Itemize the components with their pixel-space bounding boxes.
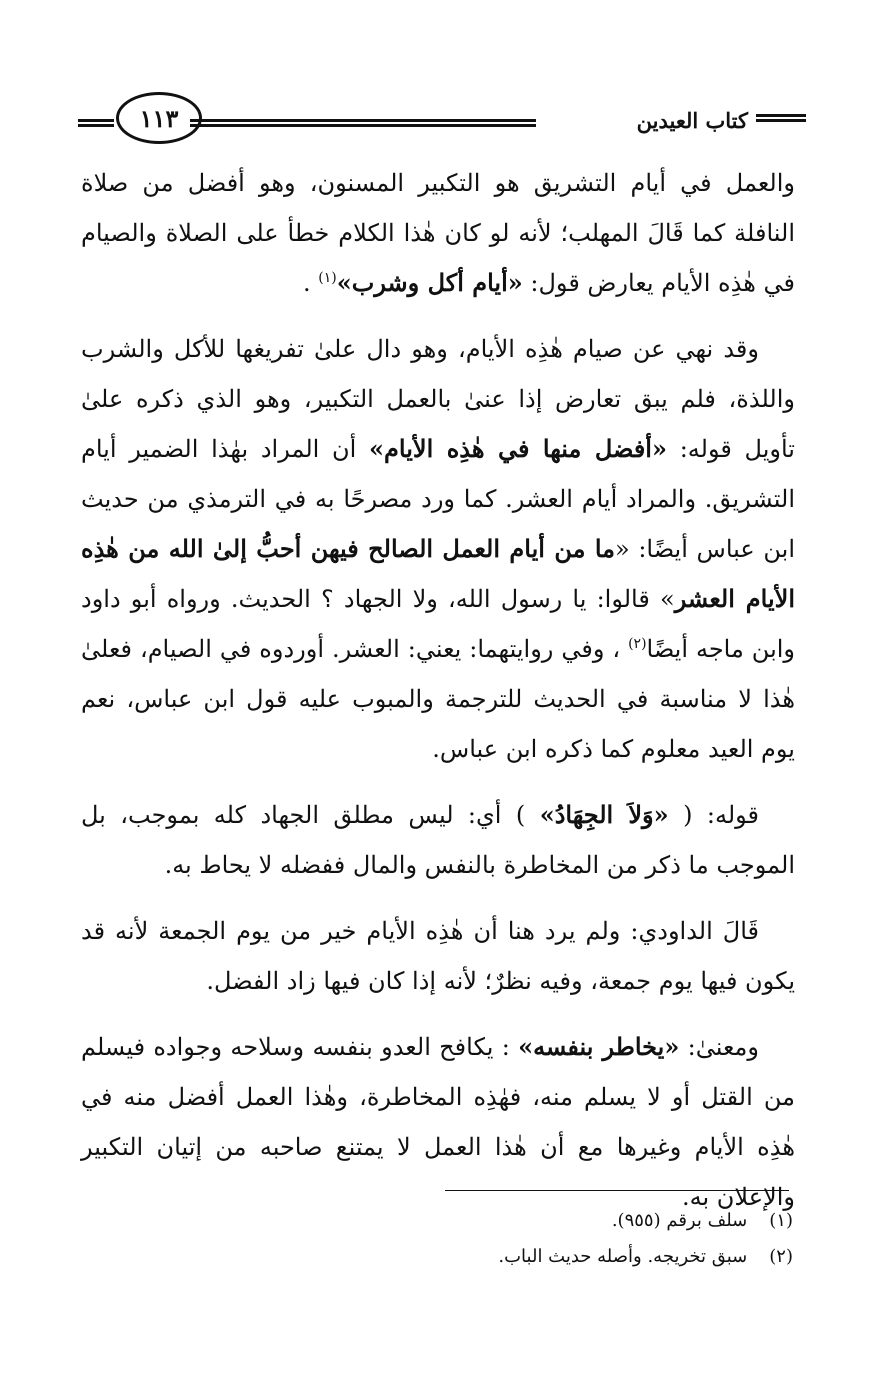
text-run: ) أي: ليس مطلق الجهاد كله بموجب، بل الموجب ما ذكر من المخاطرة بالنفس والمال ففضله لا يحاط به. — [81, 801, 795, 879]
body-text — [81, 158, 795, 1222]
footnote-text: سبق تخريجه. وأصله حديث الباب. — [498, 1246, 748, 1267]
footnote-text: سلف برقم (٩٥٥). — [611, 1210, 748, 1231]
text-run: وقد نهي عن صيام هٰذِه الأيام، وهو دال علىٰ تفريغها للأكل والشرب واللذة، فلم يبق تعارض إذا عنىٰ بالعمل التكبير، وهو الذي ذكره علىٰ تأويل قوله: — [81, 335, 795, 463]
text-run: قوله: ( — [668, 801, 760, 829]
header-rule-left — [78, 119, 114, 127]
bold-quote: «يخاطر بنفسه» — [518, 1032, 680, 1061]
bold-quote: ما من أيام العمل الصالح فيهن أحبُّ إلىٰ الله من هٰذِه الأيام العشر — [81, 534, 795, 613]
paragraph — [81, 906, 795, 1006]
text-run: أن المراد بهٰذا الضمير أيام التشريق. والمراد أيام العشر. كما ورد مصرحًا به في الترمذي من حديث ابن عباس أيضًا: « — [81, 435, 795, 563]
footnote — [293, 1239, 793, 1275]
footnote-ref: (٢) — [628, 636, 647, 652]
page-number-oval — [116, 92, 202, 144]
text-run: : يكافح العدو بنفسه وسلاحه وجواده فيسلم من القتل أو لا يسلم منه، فهٰذِه المخاطرة، وهٰذا العمل أفضل منه في هٰذِه الأيام وغيرها مع أن هٰذا العمل لا يمتنع صاحبه من إتيان التكبير والإعلان به. — [81, 1033, 795, 1211]
footnote-ref: (١) — [318, 270, 337, 286]
header-rule-right — [756, 114, 806, 122]
footnote-separator — [445, 1190, 789, 1191]
paragraph — [81, 324, 795, 774]
bold-quote: «أيام أكل وشرب» — [336, 268, 523, 297]
text-run: ومعنىٰ: — [679, 1033, 759, 1061]
footnote-number: (٢) — [769, 1246, 793, 1267]
text-run: . — [302, 269, 319, 297]
text-run: » قالوا: يا رسول الله، ولا الجهاد ؟ الحديث. ورواه أبو داود وابن ماجه أيضًا — [81, 585, 796, 663]
chapter-title: كتاب العيدين — [636, 108, 748, 133]
bold-quote: «وَلاَ الجِهَادُ» — [539, 800, 669, 829]
running-header — [78, 86, 806, 156]
text-run: قَالَ الداودي: ولم يرد هنا أن هٰذِه الأيام خير من يوم الجمعة لأنه قد يكون فيها يوم جمعة، وفيه نظرٌ؛ لأنه إذا كان فيها زاد الفضل. — [81, 917, 795, 995]
footnotes — [293, 1203, 793, 1275]
paragraph — [81, 1022, 795, 1222]
header-rule-middle — [190, 119, 536, 127]
footnote-number: (١) — [769, 1210, 793, 1231]
bold-quote: «أفضل منها في هٰذِه الأيام» — [369, 434, 667, 463]
text-run: ، وفي روايتهما: يعني: العشر. أوردوه في الصيام، فعلىٰ هٰذا لا مناسبة في الحديث للترجمة والمبوب عليه قول ابن عباس، نعم يوم العيد معلوم كما ذكره ابن عباس. — [81, 635, 795, 763]
text-run: والعمل في أيام التشريق هو التكبير المسنون، وهو أفضل من صلاة النافلة كما قَالَ المهلب؛ لأنه لو كان هٰذا الكلام خطأ على الصلاة والصيام في هٰذِه الأيام يعارض قول: — [81, 169, 795, 297]
footnote — [293, 1203, 793, 1239]
paragraph — [81, 158, 795, 308]
page-number: ١١٣ — [139, 103, 179, 133]
paragraph — [81, 790, 795, 890]
